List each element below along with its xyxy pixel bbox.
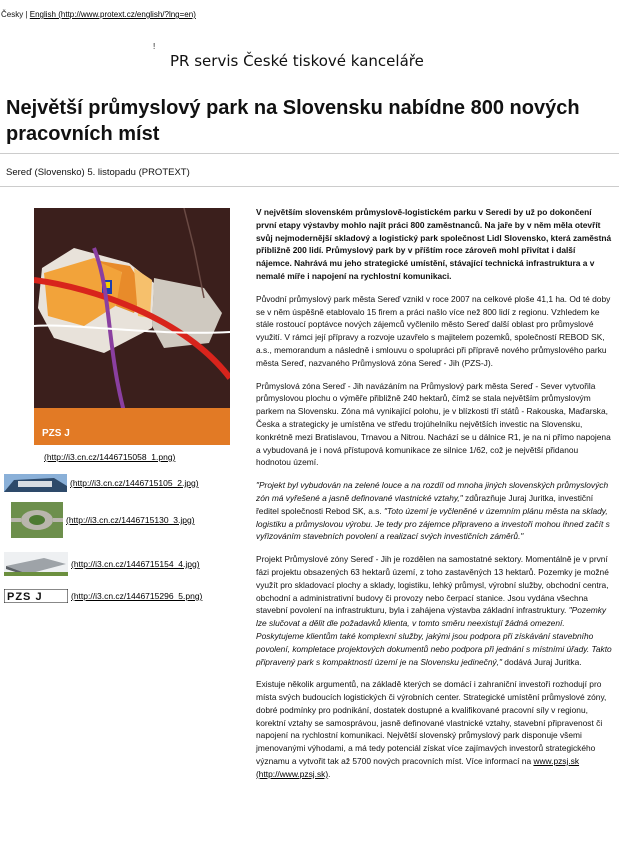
article-paragraph: Původní průmyslový park města Sereď vznikl v roce 2007 na celkové ploše 41,1 ha. Od té doby se v něm úspěšně etablovalo 15 firem a práci našlo více než 800 lidí z regionu. Vzhledem ke stále rostoucí poptávce nových zájemců vyčlenilo město Sereď další oblast pro průmyslové využití. V rámci její přípravy a rozvoje uzavřelo s majitelem pozemků, společností REBOD SK, a.s., memorandum a následně i smlouvu o spolupráci při přípravě nového průmyslového parku města Sereď, nazvaného Průmyslová zóna Sereď - Jih (PZS-J).: [256, 293, 611, 368]
thumb-image[interactable]: [4, 474, 67, 492]
article-paragraph: [256, 553, 613, 668]
paragraph-text: Projekt Průmyslové zóny Sereď - Jih je rozdělen na samostatné sektory. Momentálně je v první fázi projektu obsazených 63 hektarů území, z toho zastavěných 13 hektarů. Pozemky je možné využít pro skladovací plochy a sklady, logistiku, lehký průmysl, výrobní služby, obchodní centra, obchodní a administrativní budovy či provozy nebo čerpací stanice. Jsou vydána všechna stavební povolení na infrastrukturu, byla i zahájena výstavba základní infrastruktury.: [256, 554, 609, 616]
website-link[interactable]: www.pzsj.sk (http://www.pzsj.sk): [256, 756, 580, 779]
thumb-row: [4, 589, 202, 603]
tick-mark: !: [153, 42, 156, 51]
thumb-row: [4, 474, 199, 492]
thumb-link[interactable]: (http://i3.cn.cz/1446715154_4.jpg): [71, 559, 200, 569]
language-switcher: [1, 10, 196, 20]
thumb-logo-text: PZS J: [7, 591, 43, 603]
quote-attribution: zdůrazňuje Juraj Juritka, investiční ředitel společnosti Rebod SK, a.s.: [256, 492, 594, 516]
thumb-row: [4, 502, 195, 538]
article-paragraph: [256, 678, 613, 780]
paragraph-end: .: [328, 768, 331, 779]
article-lead: V největším slovenském průmyslově-logistickém parku v Seredi by už po dokončení první etapy výstavby mohlo najít práci 800 zaměstnanců. Na jaře by v něm měla otevřít svůj nejmodernější skladový a logistický park společnost Lidl Slovensko, která zaměstná přibližně 200 lidí. Průmyslový park by v příštím roce zároveň mohl přivítat i další nájemce. Nahrává mu jeho strategické umístění, stávající technická infrastruktura a v nemalé míře i napojení na rychlostní komunikaci.: [256, 207, 612, 281]
lang-separator: |: [23, 10, 30, 19]
thumb-link[interactable]: (http://i3.cn.cz/1446715130_3.jpg): [66, 515, 195, 525]
article-dateline: Sereď (Slovensko) 5. listopadu (PROTEXT): [6, 167, 190, 178]
quote-text: "Toto území je vyčleněné v územním plánu města na sklady, logistiku a průmyslovou výrobu. Je tedy pro zájemce připraveno a investoři mohou ihned začít s vyřizováním stavebních povolení a realizací svých investičních záměrů.": [256, 505, 610, 542]
park-map-image[interactable]: [34, 208, 230, 445]
main-image-link[interactable]: (http://i3.cn.cz/1446715058_1.png): [44, 452, 176, 462]
thumb-link[interactable]: (http://i3.cn.cz/1446715105_2.jpg): [70, 478, 199, 488]
lang-czech: Česky: [1, 10, 24, 19]
lang-english-link[interactable]: English (http://www.protext.cz/english/?lng=en): [29, 10, 196, 19]
article-quote-paragraph: [256, 479, 613, 543]
pr-service-title: PR servis České tiskové kanceláře: [170, 52, 424, 70]
thumb-row: [4, 552, 200, 576]
thumb-image[interactable]: [11, 502, 63, 538]
article-body: [256, 206, 613, 791]
quote-attribution: dodává Juraj Juritka.: [501, 656, 582, 667]
divider: [0, 153, 619, 154]
main-image-logo: PZS J: [42, 428, 70, 439]
thumb-logo-image[interactable]: [4, 589, 68, 603]
quote-text: "Pozemky lze slučovat a dělit dle požadavků klienta, v tomto směru neexistují žádná omezení. Poskytujeme klientům také komplexní služby, jakými jsou podpora při získávání stavebního povolení, kompletace projektových dokumentů nebo podpora při jednání s místními úřady. Takto připravený park s kompaktností území je na Slovensku jedinečný,": [256, 605, 612, 667]
article-paragraph: Průmyslová zóna Sereď - Jih navázáním na Průmyslový park města Sereď - Sever vytvořila průmyslovou plochu o výměře přibližně 240 hektarů, čímž se stala největším průmyslovým parkem na Slovensku. Zóna má vynikající polohu, je v blízkosti tří států - Rakouska, Maďarska, Česka a strategicky je umístěna ve středu trojúhelníku největších investic na Slovensku, konkrétně mezi Bratislavou, Trnavou a Nitrou. Nachází se u dálnice R1, je na ni přímo napojena a vybudovaná je i nová přístupová komunikace ze silnice 1/62, což je největší přidanou hodnotou území.: [256, 380, 611, 468]
article-headline: Největší průmyslový park na Slovensku nabídne 800 nových pracovních míst: [6, 97, 580, 145]
thumb-image[interactable]: [4, 552, 68, 576]
quote-text: "Projekt byl vybudován na zelené louce a na rozdíl od mnoha jiných slovenských průmyslových zón má vyřešené a jasně definované vlastnické vztahy,": [256, 480, 609, 503]
divider: [0, 186, 619, 187]
paragraph-text: Existuje několik argumentů, na základě kterých se domácí i zahraniční investoři rozhodují pro místa svých budoucích logistických či výrobních center. Strategické umístění průmyslové zóny, dobré podmínky pro podnikání, dostatek dostupné a kvalifikované pracovní síly v regionu, korektní vztahy se samosprávou, jasně definované vlastnické vztahy, stavební připravenost či napojení na rychlostní komunikaci. Největší slovenský průmyslový park disponuje všemi jmenovanými výhodami, a má tedy potenciál získat více zajímavých investorů strategického významu a vytvořit tak až 5700 nových pracovních míst. Více informací na: [256, 679, 607, 767]
thumb-link[interactable]: (http://i3.cn.cz/1446715296_5.png): [71, 591, 203, 601]
